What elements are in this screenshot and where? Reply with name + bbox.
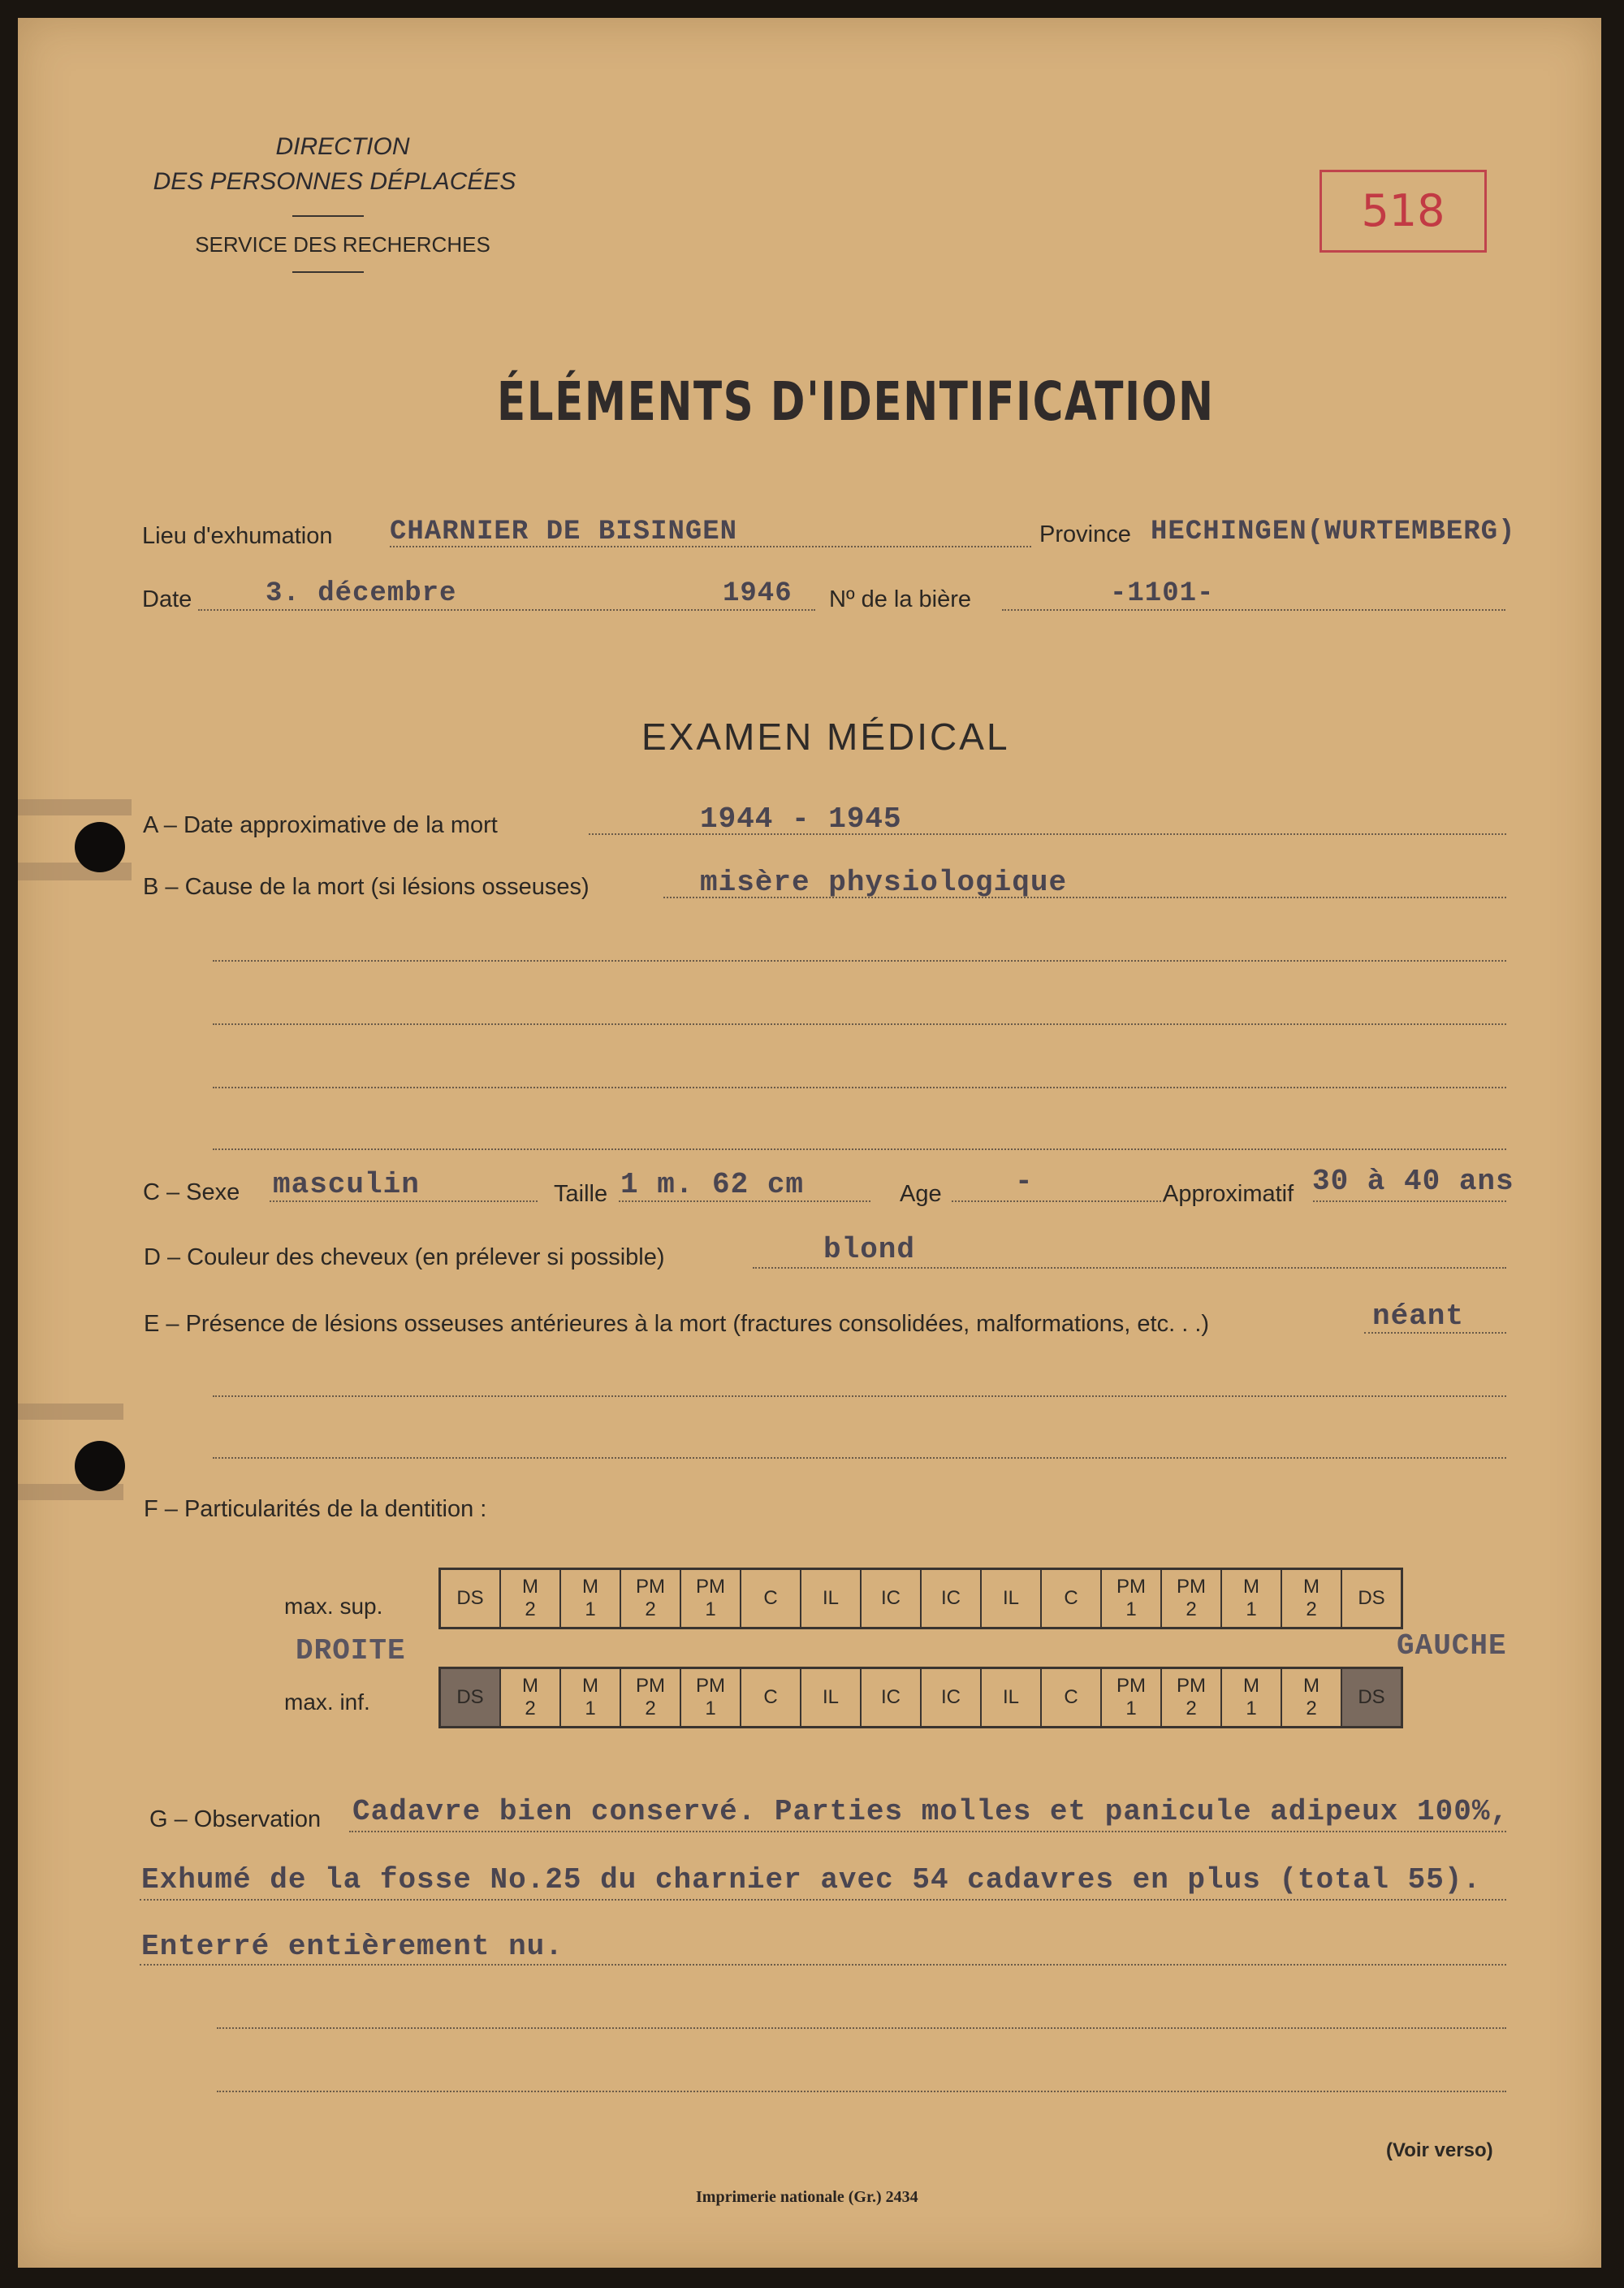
field-g-dotted-4 [217,2027,1506,2029]
max-sup-label: max. sup. [284,1594,383,1619]
lower-tooth-cell [1222,1669,1282,1726]
field-e-line-2 [213,1395,1506,1397]
tooth-code: IL [1002,1686,1019,1708]
tooth-code: PM [696,1675,725,1697]
voir-verso-note: (Voir verso) [1386,2139,1493,2161]
lower-tooth-cell [862,1669,922,1726]
upper-tooth-cell [501,1570,561,1627]
medical-exam-title: EXAMEN MÉDICAL [641,716,1010,758]
field-f-label: F – Particularités de la dentition : [144,1496,487,1522]
dentition-lower-row [438,1667,1403,1728]
upper-tooth-cell [1162,1570,1222,1627]
field-b-line-2 [213,960,1506,962]
tooth-number: 2 [525,1698,536,1719]
tooth-code: M [582,1576,598,1598]
lower-tooth-cell [1162,1669,1222,1726]
tooth-code: IL [1002,1587,1019,1609]
field-g-dotted-1 [349,1831,1506,1832]
tooth-code: M [522,1576,538,1598]
upper-tooth-cell [621,1570,681,1627]
lower-tooth-cell [741,1669,801,1726]
lower-tooth-cell [681,1669,741,1726]
tooth-code: M [582,1675,598,1697]
header-divider-1 [292,215,364,217]
binder-tape-bottom [18,1404,123,1420]
document-sheet [18,18,1601,2268]
biere-label: Nº de la bière [829,586,972,612]
lower-tooth-cell [1342,1669,1401,1726]
upper-tooth-cell [561,1570,621,1627]
field-d-label: D – Couleur des cheveux (en prélever si possible) [144,1244,665,1270]
lower-tooth-cell [561,1669,621,1726]
field-b-value: misère physiologique [700,866,1068,899]
field-c-age-value: - [1015,1165,1034,1198]
tooth-code: M [1303,1675,1320,1697]
upper-tooth-cell [982,1570,1042,1627]
upper-tooth-cell [1282,1570,1342,1627]
tooth-code: M [522,1675,538,1697]
upper-tooth-cell [1222,1570,1282,1627]
field-b-line-3 [213,1023,1506,1025]
lower-tooth-cell [501,1669,561,1726]
field-c-taille-label: Taille [554,1181,608,1207]
lower-tooth-cell [801,1669,862,1726]
tooth-code: C [1064,1587,1078,1609]
field-d-dotted-line [753,1267,1506,1269]
tooth-number: 2 [1186,1598,1197,1620]
lower-tooth-cell [1282,1669,1342,1726]
upper-tooth-cell [922,1570,982,1627]
tooth-number: 1 [705,1698,716,1719]
tooth-code: DS [1358,1587,1385,1609]
tooth-number: 2 [1306,1598,1317,1620]
binder-tape-top [18,799,132,815]
lieu-label: Lieu d'exhumation [142,523,333,549]
tooth-code: C [763,1686,778,1708]
lower-tooth-cell [1102,1669,1162,1726]
tooth-code: IC [941,1587,961,1609]
year-value: 1946 [723,578,793,609]
upper-tooth-cell [1042,1570,1102,1627]
lower-tooth-cell [922,1669,982,1726]
tooth-code: IC [881,1587,901,1609]
tooth-code: C [763,1587,778,1609]
tooth-code: C [1064,1686,1078,1708]
field-c-approx-value: 30 à 40 ans [1312,1165,1514,1198]
dentition-upper-row [438,1568,1403,1629]
tooth-code: IC [941,1686,961,1708]
punch-hole-bottom [75,1441,125,1491]
tooth-code: PM [1177,1576,1206,1598]
tooth-code: PM [696,1576,725,1598]
tooth-code: PM [636,1675,665,1697]
field-b-line-5 [213,1148,1506,1150]
province-value: HECHINGEN(WURTEMBERG) [1151,517,1516,547]
tooth-code: PM [636,1576,665,1598]
lower-tooth-cell [1042,1669,1102,1726]
tooth-number: 1 [1246,1598,1257,1620]
field-c-age-label: Age [900,1181,942,1207]
tooth-number: 1 [1125,1598,1137,1620]
date-dotted-line [198,609,815,611]
tooth-number: 1 [705,1598,716,1620]
tooth-code: M [1243,1675,1259,1697]
upper-tooth-cell [1102,1570,1162,1627]
field-g-dotted-3 [140,1964,1506,1966]
tooth-number: 2 [645,1698,656,1719]
header-divider-2 [292,271,364,273]
upper-tooth-cell [441,1570,501,1627]
upper-tooth-cell [1342,1570,1401,1627]
tooth-code: IC [881,1686,901,1708]
observation-line-1: Cadavre bien conservé. Parties molles et panicule adipeux 100%, [352,1795,1510,1828]
field-c-approx-dotted [1313,1200,1506,1202]
biere-dotted-line [1002,609,1505,611]
lieu-value: CHARNIER DE BISINGEN [390,517,738,547]
field-c-label: C – Sexe [143,1179,240,1205]
tooth-number: 1 [1125,1698,1137,1719]
field-g-dotted-2 [140,1899,1506,1901]
field-a-value: 1944 - 1945 [700,802,902,836]
field-g-label: G – Observation [149,1806,322,1832]
punch-hole-top [75,822,125,872]
tooth-code: IL [822,1587,839,1609]
tooth-number: 2 [1306,1698,1317,1719]
tooth-code: DS [1358,1686,1385,1708]
field-c-approx-label: Approximatif [1163,1181,1294,1207]
droite-label: DROITE [296,1634,406,1667]
max-inf-label: max. inf. [284,1689,370,1715]
tooth-number: 2 [645,1598,656,1620]
printer-imprint: Imprimerie nationale (Gr.) 2434 [696,2188,918,2206]
upper-tooth-cell [741,1570,801,1627]
lower-tooth-cell [621,1669,681,1726]
tooth-number: 2 [525,1598,536,1620]
field-b-label: B – Cause de la mort (si lésions osseuses) [143,874,590,900]
biere-value: -1101- [1110,578,1215,609]
field-b-line-4 [213,1087,1506,1088]
tooth-number: 1 [585,1598,596,1620]
date-value: 3. décembre [266,578,457,609]
field-e-line-3 [213,1457,1506,1459]
field-a-label: A – Date approximative de la mort [143,812,498,838]
tooth-code: DS [456,1587,484,1609]
province-label: Province [1039,521,1131,547]
observation-line-3: Enterré entièrement nu. [141,1930,564,1963]
document-title: ÉLÉMENTS D'IDENTIFICATION [497,370,1215,433]
field-g-dotted-5 [217,2091,1506,2092]
date-label: Date [142,586,192,612]
tooth-code: DS [456,1686,484,1708]
gauche-label: GAUCHE [1397,1629,1507,1663]
reference-number-stamp: 518 [1320,170,1487,253]
field-c-age-dotted [952,1200,1164,1202]
tooth-number: 2 [1186,1698,1197,1719]
field-d-value: blond [823,1233,916,1266]
field-c-taille-value: 1 m. 62 cm [620,1168,805,1201]
tooth-number: 1 [585,1698,596,1719]
field-c-sexe-value: masculin [273,1168,420,1201]
field-e-value: néant [1372,1300,1465,1333]
upper-tooth-cell [862,1570,922,1627]
header-service-recherches: SERVICE DES RECHERCHES [195,232,490,257]
header-direction: DIRECTION [275,133,410,160]
tooth-code: PM [1116,1576,1146,1598]
tooth-code: M [1303,1576,1320,1598]
tooth-code: PM [1177,1675,1206,1697]
upper-tooth-cell [801,1570,862,1627]
observation-line-2: Exhumé de la fosse No.25 du charnier avec 54 cadavres en plus (total 55). [141,1863,1482,1897]
lower-tooth-cell [441,1669,501,1726]
tooth-code: IL [822,1686,839,1708]
lower-tooth-cell [982,1669,1042,1726]
tooth-code: M [1243,1576,1259,1598]
header-personnes-deplacees: DES PERSONNES DÉPLACÉES [153,168,516,195]
tooth-number: 1 [1246,1698,1257,1719]
upper-tooth-cell [681,1570,741,1627]
field-e-label: E – Présence de lésions osseuses antérieures à la mort (fractures consolidées, malformations, etc. . .) [144,1311,1210,1337]
tooth-code: PM [1116,1675,1146,1697]
